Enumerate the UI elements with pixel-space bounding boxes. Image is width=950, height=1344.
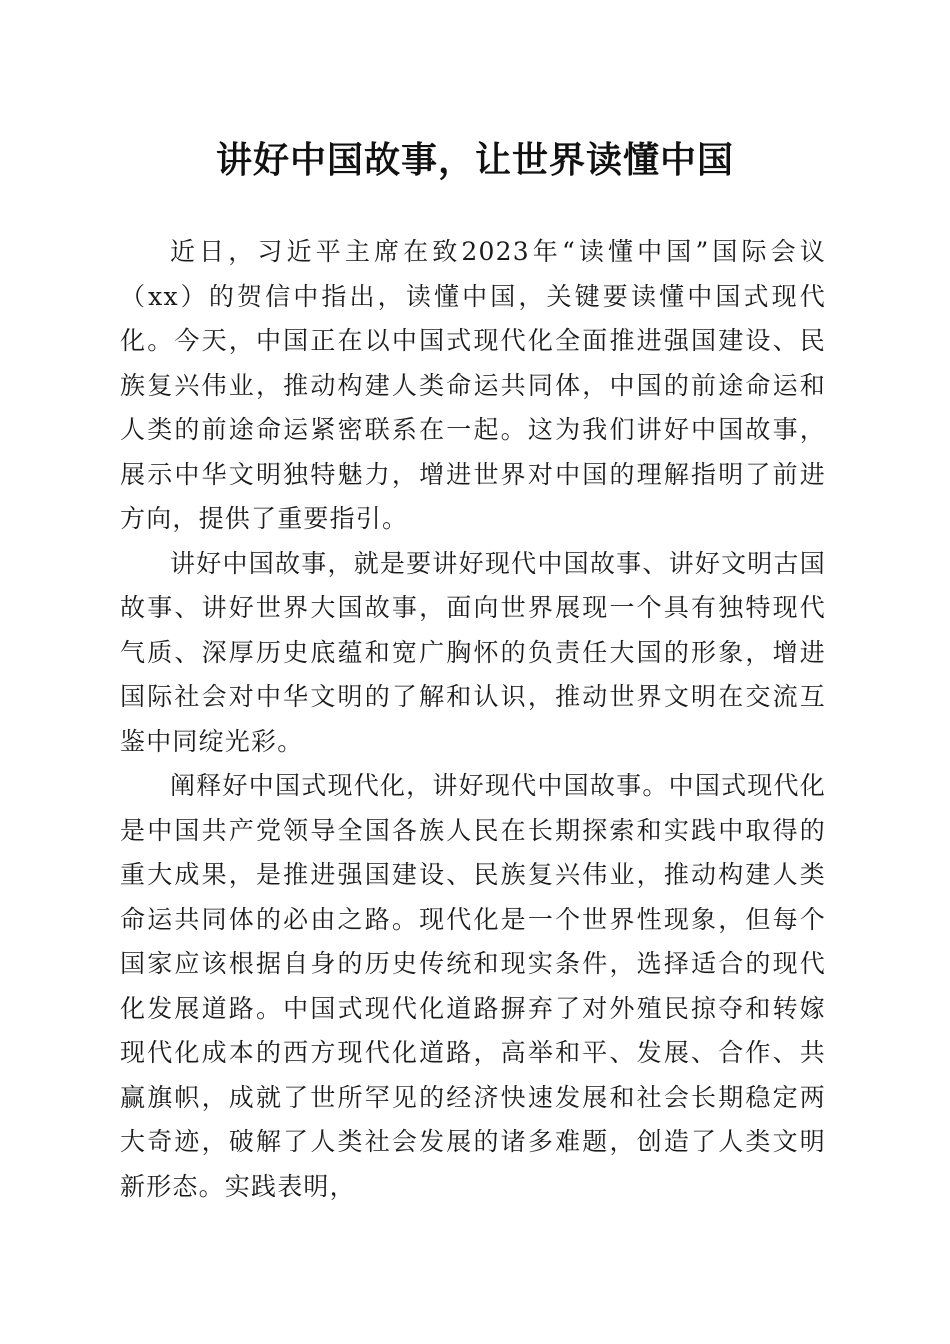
document-body <box>120 230 826 1209</box>
paragraph-2: 讲好中国故事，就是要讲好现代中国故事、讲好文明古国故事、讲好世界大国故事，面向世界展现一个具有独特现代气质、深厚历史底蕴和宽广胸怀的负责任大国的形象，增进国际社会对中华文明的了解和认识，推动世界文明在交流互鉴中同绽光彩。 <box>120 548 826 756</box>
paragraph-3: 阐释好中国式现代化，讲好现代中国故事。中国式现代化是中国共产党领导全国各族人民在长期探索和实践中取得的重大成果，是推进强国建设、民族复兴伟业，推动构建人类命运共同体的必由之路。现代化是一个世界性现象，但每个国家应该根据自身的历史传统和现实条件，选择适合的现代化发展道路。中国式现代化道路摒弃了对外殖民掠夺和转嫁现代化成本的西方现代化道路，高举和平、发展、合作、共赢旗帜，成就了世所罕见的经济快速发展和社会长期稳定两大奇迹，破解了人类社会发展的诸多难题，创造了人类文明新形态。实践表明， <box>120 771 826 1201</box>
paragraph-1: 近日，习近平主席在致2023年“读懂中国”国际会议（xx）的贺信中指出，读懂中国，关键要读懂中国式现代化。今天，中国正在以中国式现代化全面推进强国建设、民族复兴伟业，推动构建人类命运共同体，中国的前途命运和人类的前途命运紧密联系在一起。这为我们讲好中国故事，展示中华文明独特魅力，增进世界对中国的理解指明了前进方向，提供了重要指引。 <box>120 237 826 533</box>
document-title: 讲好中国故事，让世界读懂中国 <box>215 139 734 181</box>
